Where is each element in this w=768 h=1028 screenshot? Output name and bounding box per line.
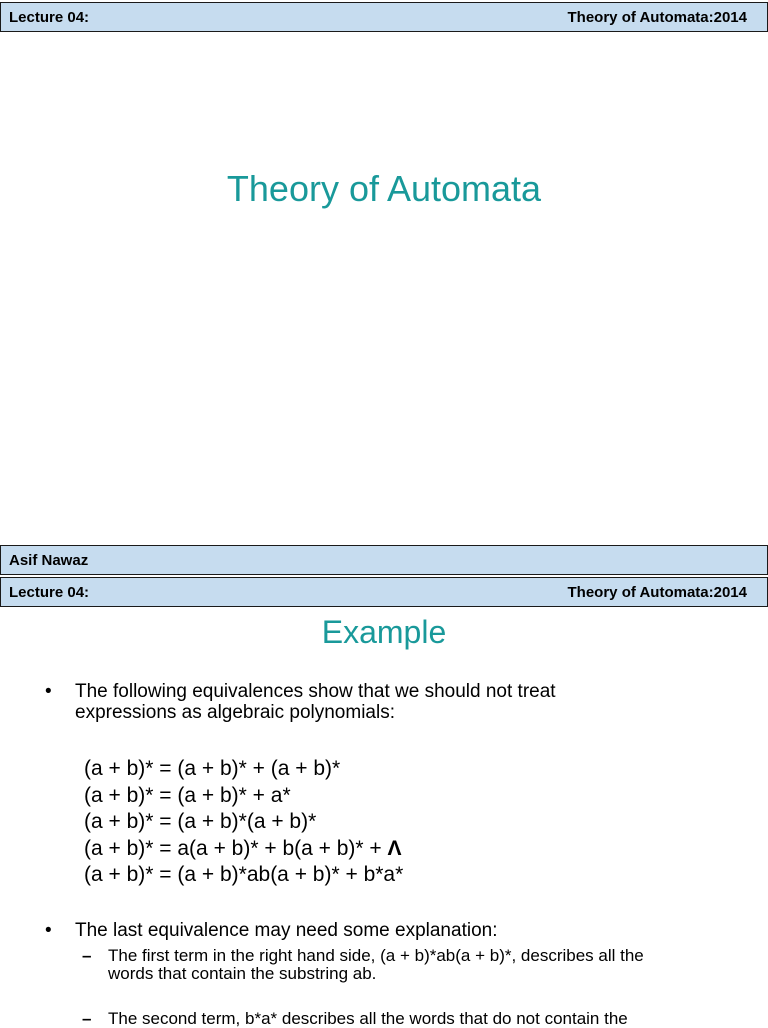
sub-point-line: words that contain the substring ab. bbox=[108, 964, 377, 983]
bullet-line: The following equivalences show that we should not treat bbox=[75, 681, 556, 702]
lambda-symbol: Λ bbox=[387, 836, 402, 860]
equation-row bbox=[84, 836, 403, 863]
sub-point-second-term bbox=[82, 1009, 748, 1028]
sub-point-line: The second term, b*a* describes all the words that do not contain the bbox=[108, 1009, 628, 1028]
sub-point-line: The first term in the right hand side, (a + b)*ab(a + b)*, describes all the bbox=[108, 946, 644, 965]
slide2-header-lecture: Lecture 04: bbox=[9, 583, 90, 601]
dash-marker: – bbox=[82, 1009, 92, 1028]
slide2-header bbox=[0, 577, 768, 607]
equation-list bbox=[84, 756, 403, 889]
dash-marker: – bbox=[82, 946, 92, 965]
equation-row: (a + b)* = (a + b)*ab(a + b)* + b*a* bbox=[84, 863, 404, 886]
equation-row: (a + b)* = (a + b)*(a + b)* bbox=[84, 810, 317, 833]
bullet-explanation bbox=[45, 920, 498, 941]
slide1-title: Theory of Automata bbox=[226, 168, 542, 209]
slide1-header-lecture: Lecture 04: bbox=[9, 8, 90, 26]
equation-row: (a + b)* = (a + b)* + a* bbox=[84, 783, 291, 807]
slide2-header-course: Theory of Automata:2014 bbox=[567, 583, 747, 601]
bullet-line: The last equivalence may need some explanation: bbox=[75, 920, 498, 941]
equation-row: (a + b)* = (a + b)* + (a + b)* bbox=[84, 757, 341, 780]
sub-point-first-term bbox=[82, 946, 748, 983]
equation-text: (a + b)* = a(a + b)* + b(a + b)* + bbox=[84, 836, 382, 860]
bullet-equivalences bbox=[45, 681, 556, 723]
slide2-title: Example bbox=[321, 614, 447, 650]
slide1-header-course: Theory of Automata:2014 bbox=[567, 8, 747, 26]
slide1-footer-author: Asif Nawaz bbox=[9, 551, 89, 569]
bullet-marker: • bbox=[45, 681, 52, 702]
bullet-marker: • bbox=[45, 920, 52, 941]
bullet-line: expressions as algebraic polynomials: bbox=[75, 702, 395, 723]
slide1-header bbox=[0, 2, 768, 32]
slide1-footer bbox=[0, 545, 768, 575]
